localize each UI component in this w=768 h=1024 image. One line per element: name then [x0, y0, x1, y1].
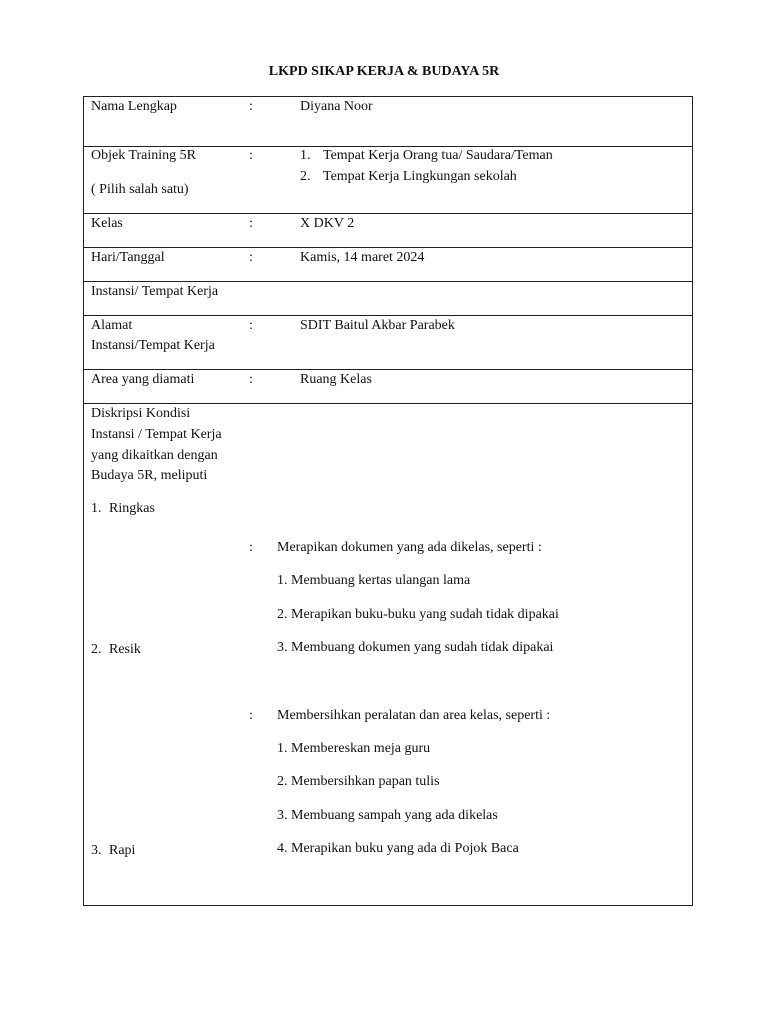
objek-option-1: [300, 147, 553, 165]
resik-point: 1. Membereskan meja guru: [277, 741, 431, 756]
alamat-value: SDIT Baitul Akbar Parabek: [300, 318, 455, 333]
objek-label: Objek Training 5R: [91, 148, 197, 163]
resik-point: 4. Merapikan buku yang ada di Pojok Baca: [277, 841, 519, 856]
item-name: Ringkas: [109, 501, 155, 516]
resik-point: 3. Membuang sampah yang ada dikelas: [277, 808, 498, 823]
deskripsi-label-line: Instansi / Tempat Kerja: [91, 427, 222, 442]
area-value: Ruang Kelas: [300, 372, 372, 387]
hari-label: Hari/Tanggal: [91, 250, 165, 265]
resik-point: 2. Membersihkan papan tulis: [277, 774, 440, 789]
option-number: 2.: [300, 169, 311, 184]
nama-value: Diyana Noor: [300, 99, 373, 114]
alamat-colon: :: [249, 318, 253, 333]
item-name: Resik: [109, 642, 141, 657]
alamat-label-line2: Instansi/Tempat Kerja: [91, 338, 215, 353]
resik-intro: Membersihkan peralatan dan area kelas, seperti :: [277, 708, 551, 723]
row-divider: [84, 403, 692, 404]
hari-colon: :: [249, 250, 253, 265]
hari-value: Kamis, 14 maret 2024: [300, 250, 425, 265]
option-text: Tempat Kerja Lingkungan sekolah: [323, 169, 517, 184]
deskripsi-label-line: yang dikaitkan dengan: [91, 448, 218, 463]
lkpd-form-table: [83, 96, 693, 906]
objek-option-2: [300, 168, 517, 186]
kelas-label: Kelas: [91, 216, 123, 231]
row-divider: [84, 247, 692, 248]
alamat-label-line1: Alamat: [91, 318, 133, 333]
row-divider: [84, 369, 692, 370]
item-resik: [91, 641, 141, 659]
nama-colon: :: [249, 99, 253, 114]
kelas-value: X DKV 2: [300, 216, 355, 231]
nama-label: Nama Lengkap: [91, 99, 177, 114]
ringkas-point: 2. Merapikan buku-buku yang sudah tidak dipakai: [277, 607, 559, 622]
resik-colon: :: [249, 708, 253, 723]
deskripsi-label-line: Diskripsi Kondisi: [91, 406, 191, 421]
deskripsi-label-line: Budaya 5R, meliputi: [91, 468, 208, 483]
row-divider: [84, 315, 692, 316]
ringkas-point: 1. Membuang kertas ulangan lama: [277, 573, 471, 588]
area-label: Area yang diamati: [91, 372, 195, 387]
item-number: 3.: [91, 843, 102, 858]
row-divider: [84, 213, 692, 214]
ringkas-intro: Merapikan dokumen yang ada dikelas, seperti :: [277, 540, 542, 555]
option-number: 1.: [300, 148, 311, 163]
option-text: Tempat Kerja Orang tua/ Saudara/Teman: [323, 148, 553, 163]
item-ringkas: [91, 500, 155, 518]
ringkas-point: 3. Membuang dokumen yang sudah tidak dipakai: [277, 640, 554, 655]
item-number: 1.: [91, 501, 102, 516]
document-title: LKPD SIKAP KERJA & BUDAYA 5R: [268, 64, 500, 79]
ringkas-colon: :: [249, 540, 253, 555]
instansi-label: Instansi/ Tempat Kerja: [91, 284, 219, 299]
kelas-colon: :: [249, 216, 253, 231]
objek-sublabel: ( Pilih salah satu): [91, 182, 189, 197]
item-number: 2.: [91, 642, 102, 657]
item-name: Rapi: [109, 843, 136, 858]
row-divider: [84, 281, 692, 282]
area-colon: :: [249, 372, 253, 387]
objek-colon: :: [249, 148, 253, 163]
item-rapi: [91, 842, 135, 860]
